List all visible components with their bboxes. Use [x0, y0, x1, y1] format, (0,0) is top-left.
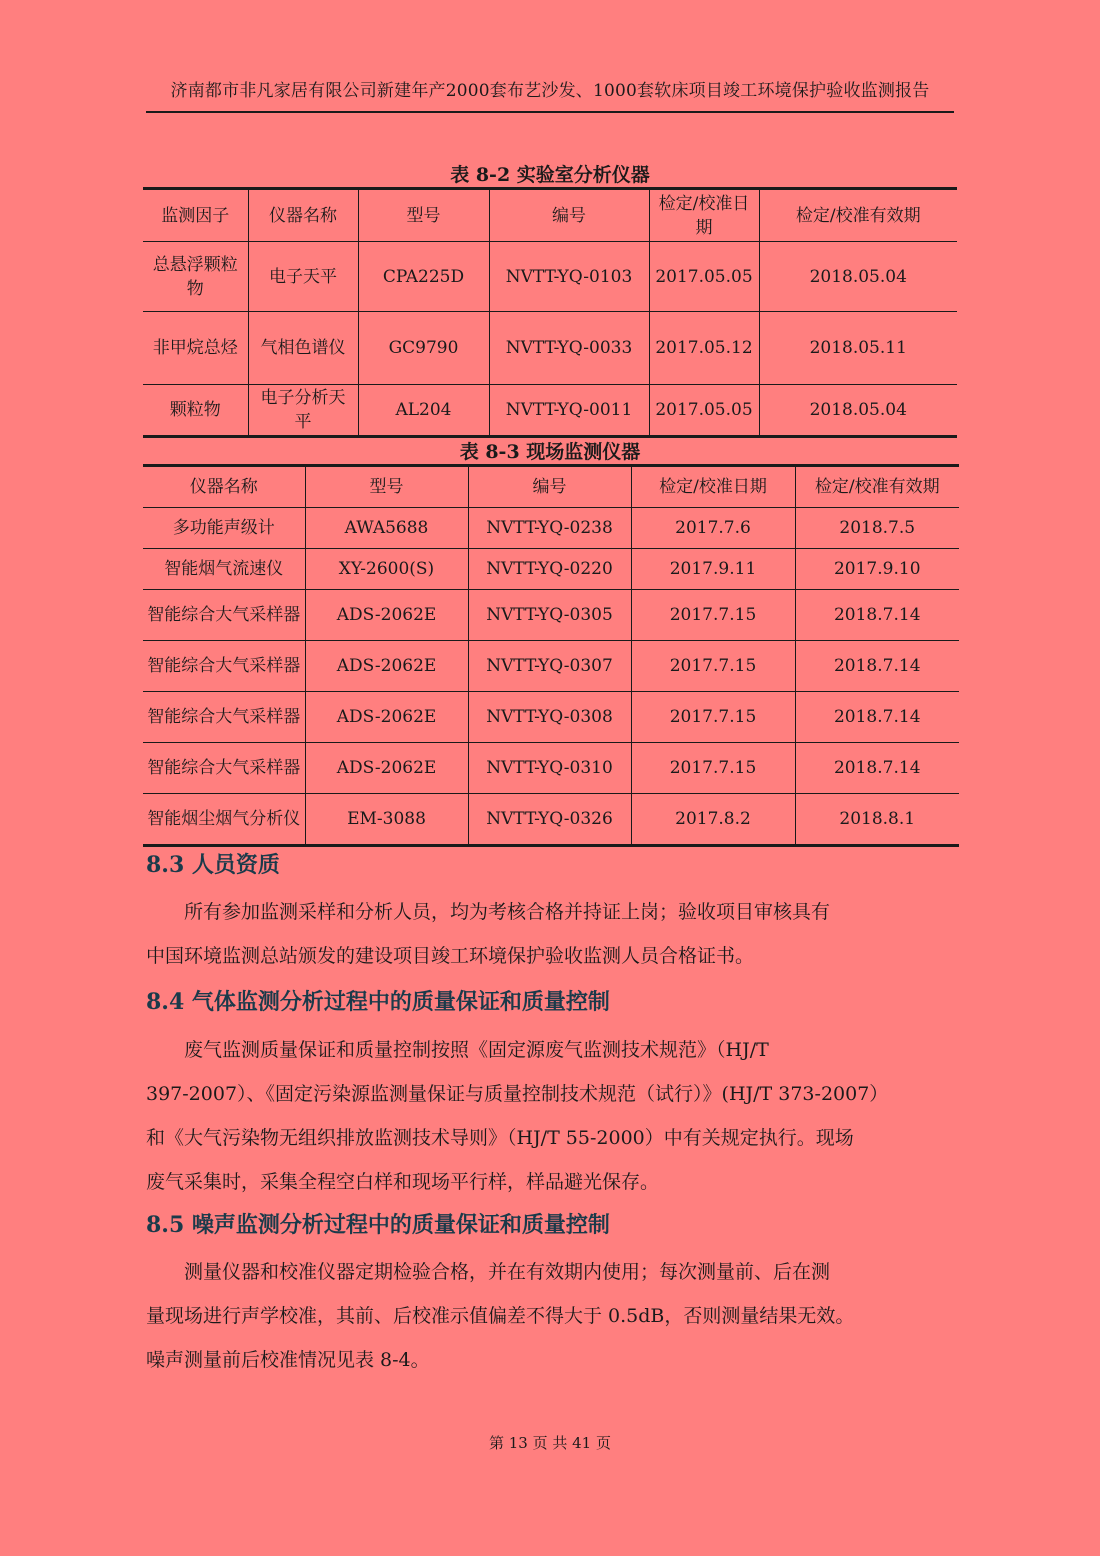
table-cell: 2018.05.04 [759, 242, 957, 312]
table-cell: 颗粒物 [143, 385, 248, 437]
table-cell: 2017.8.2 [631, 794, 795, 846]
table-header-row [143, 466, 959, 508]
table-cell: 非甲烷总烃 [143, 312, 248, 385]
table-cell: NVTT-YQ-0103 [489, 242, 649, 312]
table-cell: NVTT-YQ-0011 [489, 385, 649, 437]
table-cell: 智能烟尘烟气分析仪 [143, 794, 305, 846]
page-number: 第 13 页 共 41 页 [488, 1434, 611, 1452]
paragraph-line: 和《大气污染物无组织排放监测技术导则》（HJ/T 55-2000）中有关规定执行。现场 [146, 1127, 854, 1149]
table-cell: ADS-2062E [305, 590, 468, 641]
table-cell: 2018.7.5 [795, 508, 959, 549]
paragraph-line: 中国环境监测总站颁发的建设项目竣工环境保护验收监测人员合格证书。 [146, 945, 755, 967]
table-cell: 智能综合大气采样器 [143, 692, 305, 743]
report-header-title: 济南都市非凡家居有限公司新建年产2000套布艺沙发、1000套软床项目竣工环境保护验收监测报告 [170, 81, 930, 101]
table-cell: NVTT-YQ-0308 [468, 692, 631, 743]
table-cell: AWA5688 [305, 508, 468, 549]
table-cell: NVTT-YQ-0238 [468, 508, 631, 549]
table-cell: NVTT-YQ-0326 [468, 794, 631, 846]
table-cell: AL204 [358, 385, 489, 437]
table-cell: 2017.05.05 [649, 242, 759, 312]
table-cell: NVTT-YQ-0305 [468, 590, 631, 641]
lab-instrument-table [143, 187, 957, 438]
table-cell: 电子天平 [248, 242, 358, 312]
table-cell: 2017.7.6 [631, 508, 795, 549]
table-cell: 智能综合大气采样器 [143, 743, 305, 794]
column-header: 监测因子 [143, 189, 248, 242]
table-row [143, 549, 959, 590]
table-cell: 2018.7.14 [795, 641, 959, 692]
table-cell: 2017.7.15 [631, 743, 795, 794]
paragraph-line: 所有参加监测采样和分析人员，均为考核合格并持证上岗；验收项目审核具有 [184, 901, 831, 923]
column-header: 检定/校准有效期 [759, 189, 957, 242]
table-cell: 2018.7.14 [795, 692, 959, 743]
section-8-4-paragraph [146, 1028, 954, 1204]
table-row [143, 312, 957, 385]
table-header-row [143, 189, 957, 242]
column-header: 仪器名称 [143, 466, 305, 508]
paragraph-line: 噪声测量前后校准情况见表 8-4。 [146, 1349, 430, 1371]
table-cell: 2017.7.15 [631, 692, 795, 743]
table-cell: 总悬浮颗粒物 [143, 242, 248, 312]
table-cell: 气相色谱仪 [248, 312, 358, 385]
table-cell: 智能综合大气采样器 [143, 590, 305, 641]
table-cell: 2017.7.15 [631, 590, 795, 641]
table-cell: NVTT-YQ-0310 [468, 743, 631, 794]
paragraph-line: 测量仪器和校准仪器定期检验合格，并在有效期内使用；每次测量前、后在测 [184, 1261, 831, 1283]
table-cell: 多功能声级计 [143, 508, 305, 549]
paragraph-line: 量现场进行声学校准，其前、后校准示值偏差不得大于 0.5dB，否则测量结果无效。 [146, 1305, 855, 1327]
table-cell: ADS-2062E [305, 743, 468, 794]
table-cell: ADS-2062E [305, 692, 468, 743]
section-heading: 8.4 气体监测分析过程中的质量保证和质量控制 [146, 989, 610, 1015]
column-header: 型号 [305, 466, 468, 508]
column-header: 检定/校准日期 [649, 189, 759, 242]
table-row [143, 590, 959, 641]
table-cell: 电子分析天平 [248, 385, 358, 437]
section-heading: 8.3 人员资质 [146, 852, 280, 878]
paragraph-line: 废气监测质量保证和质量控制按照《固定源废气监测技术规范》（HJ/T [184, 1039, 769, 1061]
table-8-2-caption: 表 8-2 实验室分析仪器 [450, 164, 650, 186]
table-cell: XY-2600(S) [305, 549, 468, 590]
table-cell: 2017.05.05 [649, 385, 759, 437]
column-header: 检定/校准日期 [631, 466, 795, 508]
table-cell: CPA225D [358, 242, 489, 312]
table-cell: NVTT-YQ-0033 [489, 312, 649, 385]
section-heading: 8.5 噪声监测分析过程中的质量保证和质量控制 [146, 1212, 610, 1238]
table-cell: 2017.9.11 [631, 549, 795, 590]
column-header: 编号 [468, 466, 631, 508]
table-cell: 2018.05.11 [759, 312, 957, 385]
table-row [143, 385, 957, 437]
column-header: 检定/校准有效期 [795, 466, 959, 508]
table-cell: 2017.7.15 [631, 641, 795, 692]
table-row [143, 794, 959, 846]
table-row [143, 242, 957, 312]
field-instrument-table [143, 464, 959, 847]
table-cell: NVTT-YQ-0220 [468, 549, 631, 590]
table-row [143, 692, 959, 743]
table-8-3-caption: 表 8-3 现场监测仪器 [459, 441, 641, 463]
table-cell: NVTT-YQ-0307 [468, 641, 631, 692]
paragraph-line: 废气采集时，采集全程空白样和现场平行样，样品避光保存。 [146, 1171, 660, 1193]
header-divider [146, 111, 954, 113]
paragraph-line: 397-2007）、《固定污染源监测量保证与质量控制技术规范（试行）》(HJ/T 373-2007） [146, 1083, 889, 1105]
table-cell: EM-3088 [305, 794, 468, 846]
table-cell: 2017.9.10 [795, 549, 959, 590]
table-cell: 智能综合大气采样器 [143, 641, 305, 692]
table-cell: ADS-2062E [305, 641, 468, 692]
table-row [143, 641, 959, 692]
table-row [143, 508, 959, 549]
table-cell: 2018.05.04 [759, 385, 957, 437]
table-cell: 智能烟气流速仪 [143, 549, 305, 590]
column-header: 编号 [489, 189, 649, 242]
column-header: 仪器名称 [248, 189, 358, 242]
table-cell: 2018.8.1 [795, 794, 959, 846]
table-cell: 2017.05.12 [649, 312, 759, 385]
section-8-5-paragraph [146, 1250, 954, 1382]
section-8-3-paragraph [146, 890, 954, 978]
table-cell: GC9790 [358, 312, 489, 385]
table-row [143, 743, 959, 794]
column-header: 型号 [358, 189, 489, 242]
table-cell: 2018.7.14 [795, 590, 959, 641]
table-cell: 2018.7.14 [795, 743, 959, 794]
